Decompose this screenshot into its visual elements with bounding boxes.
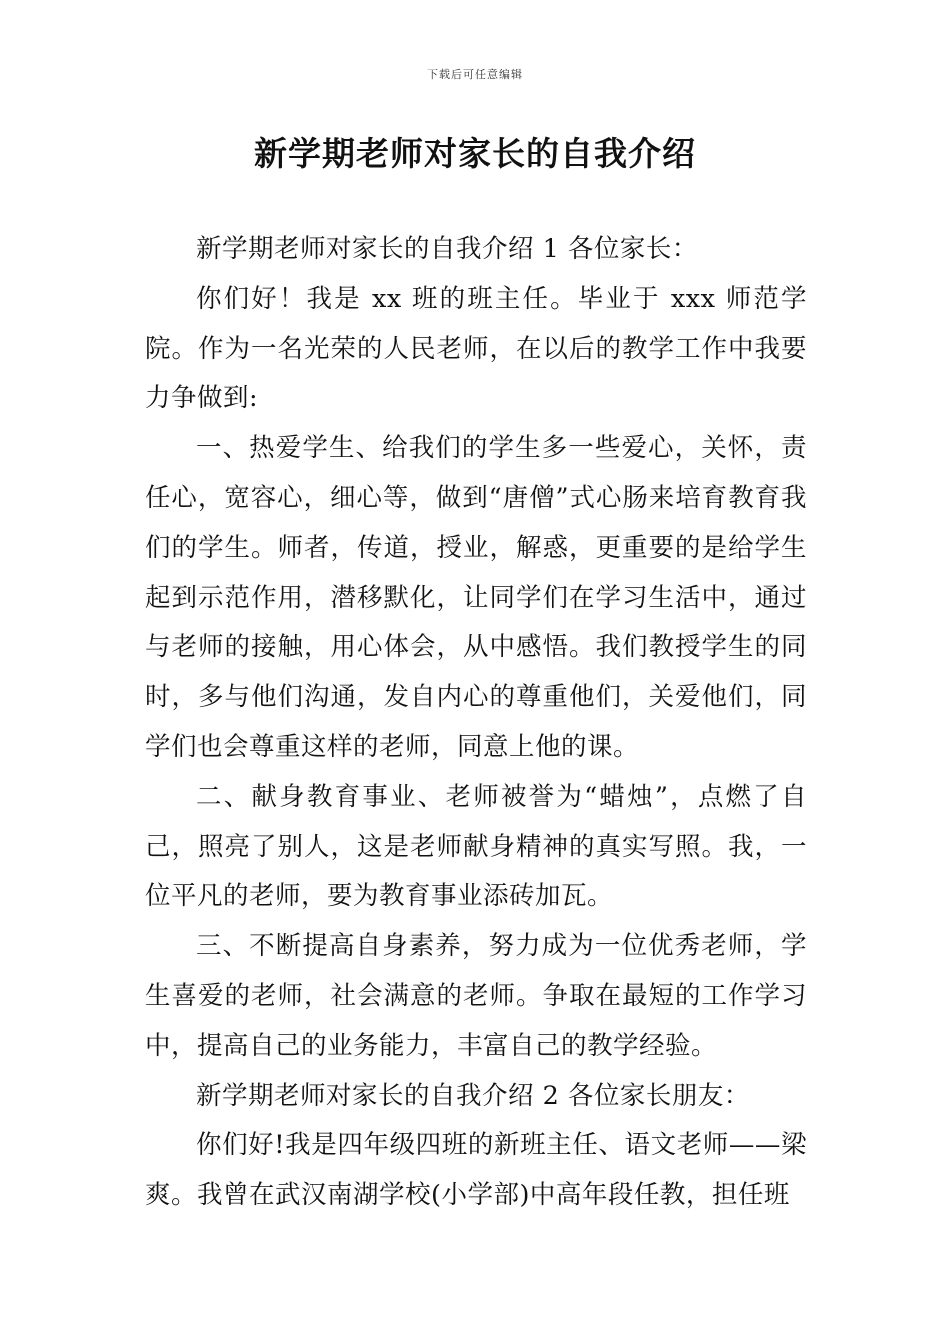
header-note: 下载后可任意编辑: [427, 68, 523, 81]
document-title: 新学期老师对家长的自我介绍: [254, 134, 696, 173]
document-body: [145, 225, 807, 1221]
paragraph-intro-heading-1: 新学期老师对家长的自我介绍 1 各位家长：: [196, 234, 698, 264]
paragraph-point-two: 二、献身教育事业、老师被誉为“蜡烛”，点燃了自己，照亮了别人，这是老师献身精神的真实写照。我，一位平凡的老师，要为教育事业添砖加瓦。: [145, 781, 807, 912]
paragraph-point-three: 三、不断提高自身素养，努力成为一位优秀老师，学生喜爱的老师，社会满意的老师。争取在最短的工作学习中，提高自己的业务能力，丰富自己的教学经验。: [145, 931, 807, 1061]
paragraph-intro-heading-2: 新学期老师对家长的自我介绍 2 各位家长朋友：: [196, 1080, 750, 1111]
paragraph-greeting-2: 你们好!我是四年级四班的新班主任、语文老师——梁爽。我曾在武汉南湖学校(小学部)中高年段任教，担任班: [145, 1130, 807, 1211]
paragraph-greeting-1: 你们好！我是 xx 班的班主任。毕业于 xxx 师范学院。作为一名光荣的人民老师，在以后的教学工作中我要力争做到:: [145, 283, 807, 414]
paragraph-point-one: 一、热爱学生、给我们的学生多一些爱心，关怀，责任心，宽容心，细心等，做到“唐僧”式心肠来培育教育我们的学生。师者，传道，授业，解惑，更重要的是给学生起到示范作用，潜移默化，让同学们在学习生活中，通过与老师的接触，用心体会，从中感悟。我们教授学生的同时，多与他们沟通，发自内心的尊重他们，关爱他们，同学们也会尊重这样的老师，同意上他的课。: [145, 433, 807, 762]
